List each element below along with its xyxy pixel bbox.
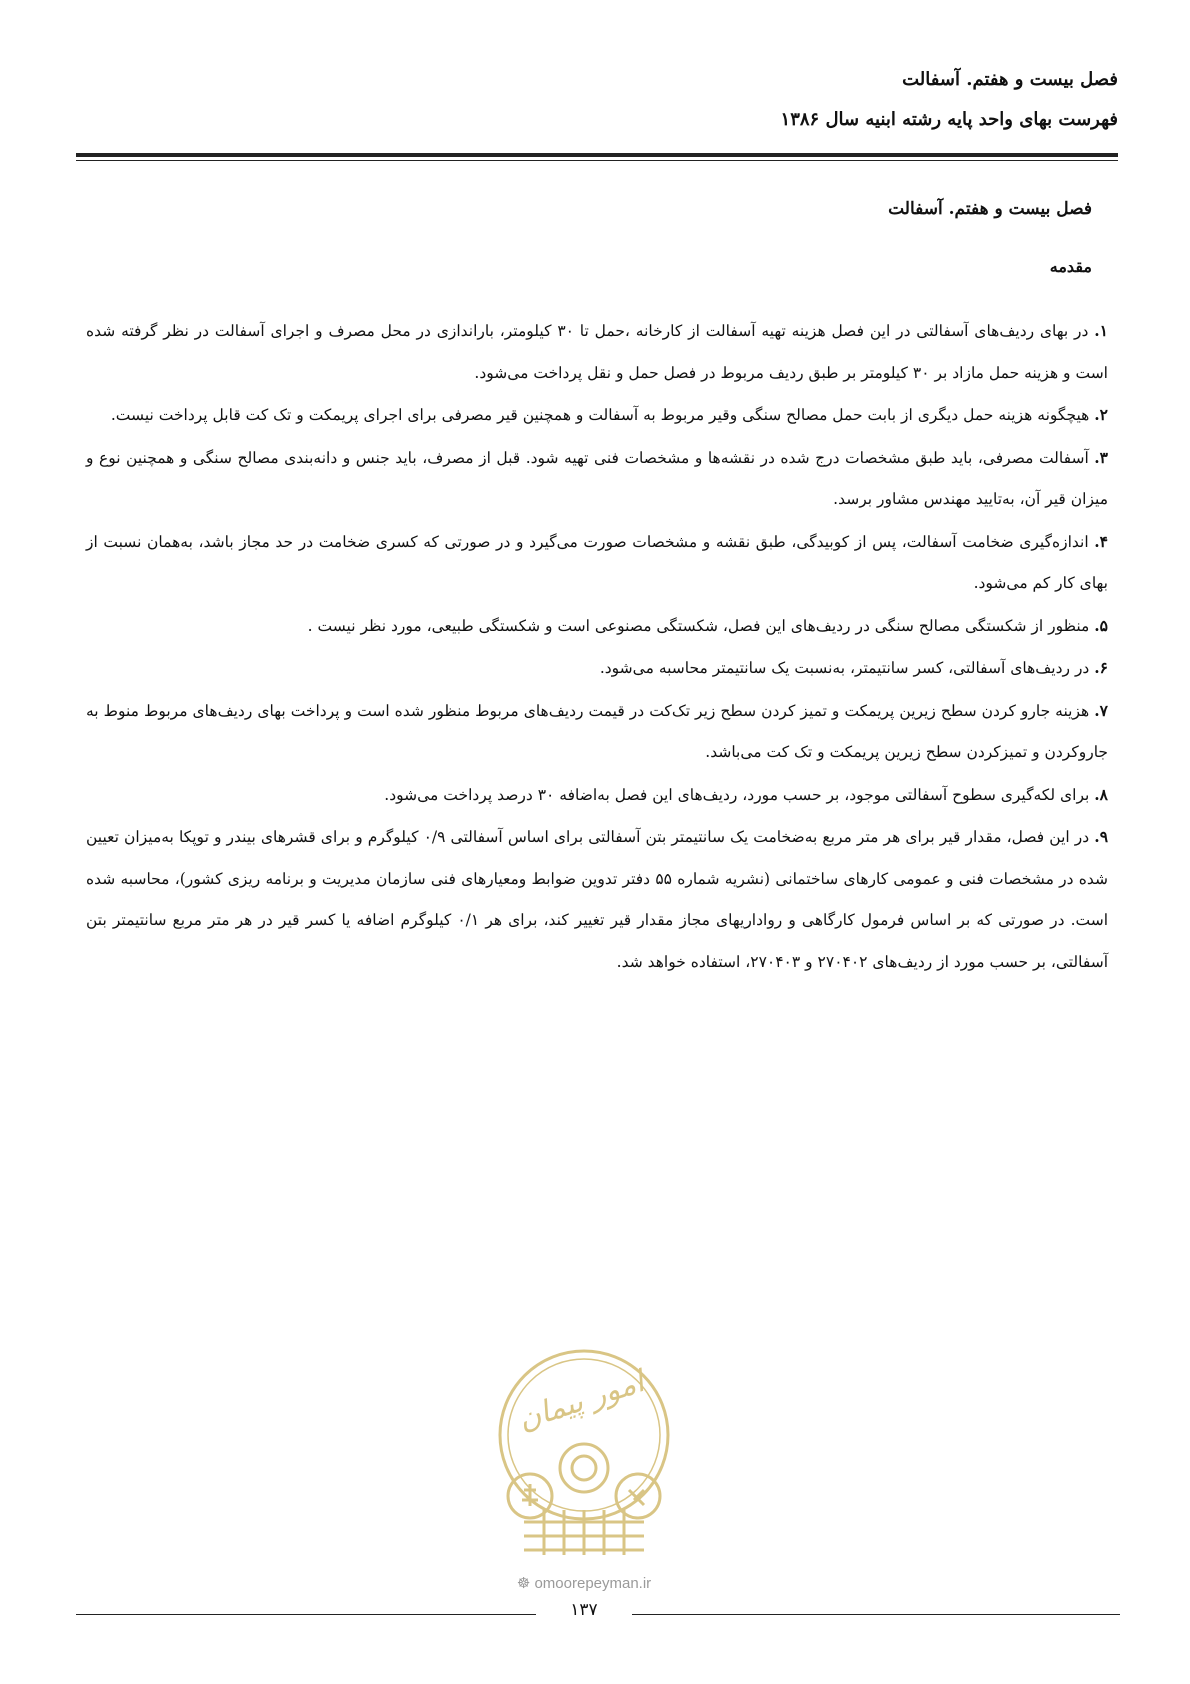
header-chapter: فصل بیست و هفتم. آسفالت [902,69,1118,90]
list-item [86,521,1108,605]
header-rule-thin [76,160,1118,161]
items-list [86,310,1108,983]
header-rule-thick [76,153,1118,157]
item-text: هیچگونه هزینه حمل دیگری از بابت حمل مصالح سنگی وقیر مربوط به آسفالت و همچنین قیر مصرفی برای اجرای پریمکت و تک کت قابل پرداخت نیست. [110,406,1090,424]
watermark-site: ☸ omoorepeyman.ir [516,1575,652,1592]
list-item [86,437,1108,521]
item-number: ۲. [1094,405,1108,424]
list-item [86,647,1108,690]
page-number: ۱۳۷ [570,1600,598,1620]
item-text: برای لکه‌گیری سطوح آسفالتی موجود، بر حسب مورد، ردیف‌های این فصل به‌اضافه ۳۰ درصد پرداخت می‌شود. [384,785,1090,804]
item-text: در ردیف‌های آسفالتی، کسر سانتیمتر، به‌نسبت یک سانتیمتر محاسبه می‌شود. [599,659,1090,677]
item-text: در این فصل، مقدار قیر برای هر متر مربع به‌ضخامت یک سانتیمتر بتن آسفالتی برای اساس آسفالتی ۰/۹ کیلوگرم و برای قشرهای بیندر و توپکا به‌میزان تعیین شده در مشخصات فنی و عمومی کارهای ساختمانی (نشریه شماره ۵۵ دفتر تدوین ضوابط ومعیارهای فنی سازمان مدیریت و برنامه ریزی کشور)، محاسبه شده است. در صورتی که بر اساس فرمول کارگاهی و رواداریهای مجاز مقدار قیر تغییر کند، برای هر ۰/۱ کیلوگرم اضافه یا کسر قیر در هر متر مربع سانتیمتر بتن آسفالتی، بر حسب مورد از ردیف‌های ۲۷۰۴۰۲ و ۲۷۰۴۰۳، استفاده خواهد شد. [86,828,1109,971]
item-number: ۱. [1094,321,1108,340]
item-text: آسفالت مصرفی، باید طبق مشخصات درج شده در نقشه‌ها و مشخصات فنی تهیه شود. قبل از مصرف، باید جنس و دانه‌بندی مصالح سنگی و همچنین نوع و میزان قیر آن، به‌تایید مهندس مشاور برسد. [86,448,1108,508]
item-number: ۸. [1094,784,1108,804]
main-content [86,192,1108,983]
item-number: ۷. [1094,700,1108,720]
footer-rule-left [76,1614,536,1615]
header-book-title: فهرست بهای واحد پایه رشته ابنیه سال ۱۳۸۶ [780,109,1118,130]
footer-rule-right [632,1614,1120,1615]
item-number: ۳. [1094,447,1108,467]
watermark-logo-text: امور پیمان [513,1364,649,1438]
list-item [86,310,1108,394]
item-text: در بهای ردیف‌های آسفالتی در این فصل هزینه تهیه آسفالت از کارخانه ،حمل تا ۳۰ کیلومتر، باراندازی در محل مصرف و اجرای آسفالت در نظر گرفته شده است و هزینه حمل مازاد بر ۳۰ کیلومتر بر طبق ردیف مربوط در فصل حمل و نقل پرداخت می‌شود. [86,322,1108,382]
watermark-site-text: omoorepeyman.ir [534,1575,652,1592]
list-item [86,690,1108,774]
item-number: ۶. [1094,658,1108,677]
item-number: ۵. [1094,615,1108,635]
list-item [86,394,1108,437]
item-text: اندازه‌گیری ضخامت آسفالت، پس از کوبیدگی، طبق نقشه و مشخصات صورت می‌گیرد و در صورتی که کسری ضخامت در حد مجاز باشد، به‌همان نسبت از بهای کار کم می‌شود. [86,532,1108,592]
intro-heading: مقدمه [1049,257,1092,276]
list-item [86,816,1108,983]
item-text: منظور از شکستگی مصالح سنگی در ردیف‌های این فصل، شکستگی مصنوعی است و شکستگی طبیعی، مورد نظر نیست . [307,616,1090,635]
item-number: ۹. [1094,827,1109,846]
watermark-logo-icon [484,1340,684,1570]
list-item [86,605,1108,648]
item-number: ۴. [1094,531,1108,551]
item-text: هزینه جارو کردن سطح زیرین پریمکت و تمیز کردن سطح زیر تک‌کت در قیمت ردیف‌های مربوط منظور شده است و پرداخت بهای ردیف‌های مربوط منوط به جاروکردن و تمیزکردن سطح زیرین پریمکت و تک کت می‌باشد. [86,701,1108,761]
list-item [86,774,1108,817]
chapter-title: فصل بیست و هفتم. آسفالت [888,199,1092,219]
page-header [781,60,1118,140]
